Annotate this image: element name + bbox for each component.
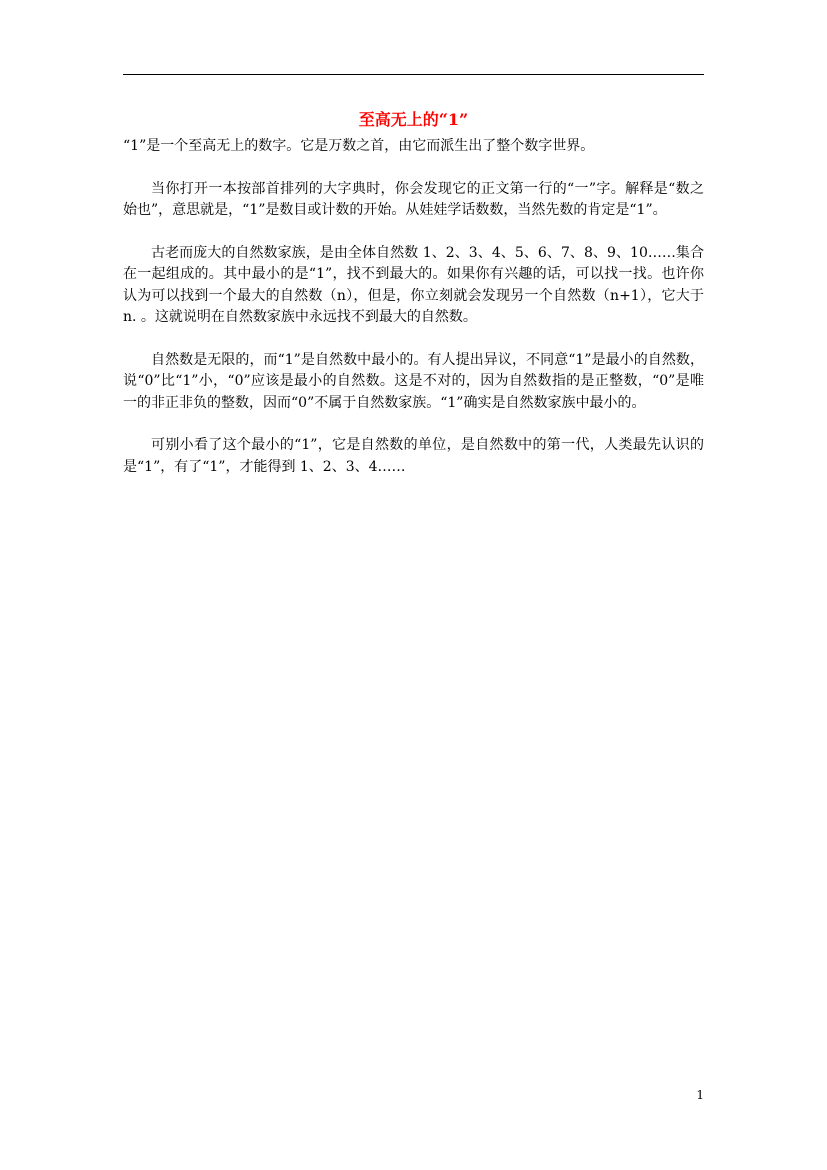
paragraph-1: “1”是一个至高无上的数字。它是万数之首，由它而派生出了整个数字世界。 [123,138,595,154]
paragraph-5: 可别小看了这个最小的“1”，它是自然数的单位，是自然数中的第一代，人类最先认识的是“1”，有了“1”，才能得到 1、2、3、4…… [123,437,704,475]
document-body [123,108,704,499]
header-rule [123,74,704,75]
paragraph-4: 自然数是无限的，而“1”是自然数中最小的。有人提出异议，不同意“1”是最小的自然数，说“0”比“1”小，“0”应该是最小的自然数。这是不对的，因为自然数指的是正整数，“0”是唯一的非正非负的整数，因而“0”不属于自然数家族。“1”确实是自然数家族中最小的。 [123,351,704,411]
document-title: 至高无上的“1” [358,110,469,129]
paragraph-2: 当你打开一本按部首排列的大字典时，你会发现它的正文第一行的“一”字。解释是“数之始也”，意思就是，“1”是数目或计数的开始。从娃娃学话数数，当然先数的肯定是“1”。 [123,180,704,218]
page-number: 1 [696,1088,704,1102]
paragraph-3: 古老而庞大的自然数家族，是由全体自然数 1、2、3、4、5、6、7、8、9、10……集合在一起组成的。其中最小的是“1”，找不到最大的。如果你有兴趣的话，可以找一找。也许你认为可以找到一个最大的自然数（n），但是，你立刻就会发现另一个自然数（n+1），它大于 n. 。这就说明在自然数家族中永远找不到最大的自然数。 [123,244,704,325]
